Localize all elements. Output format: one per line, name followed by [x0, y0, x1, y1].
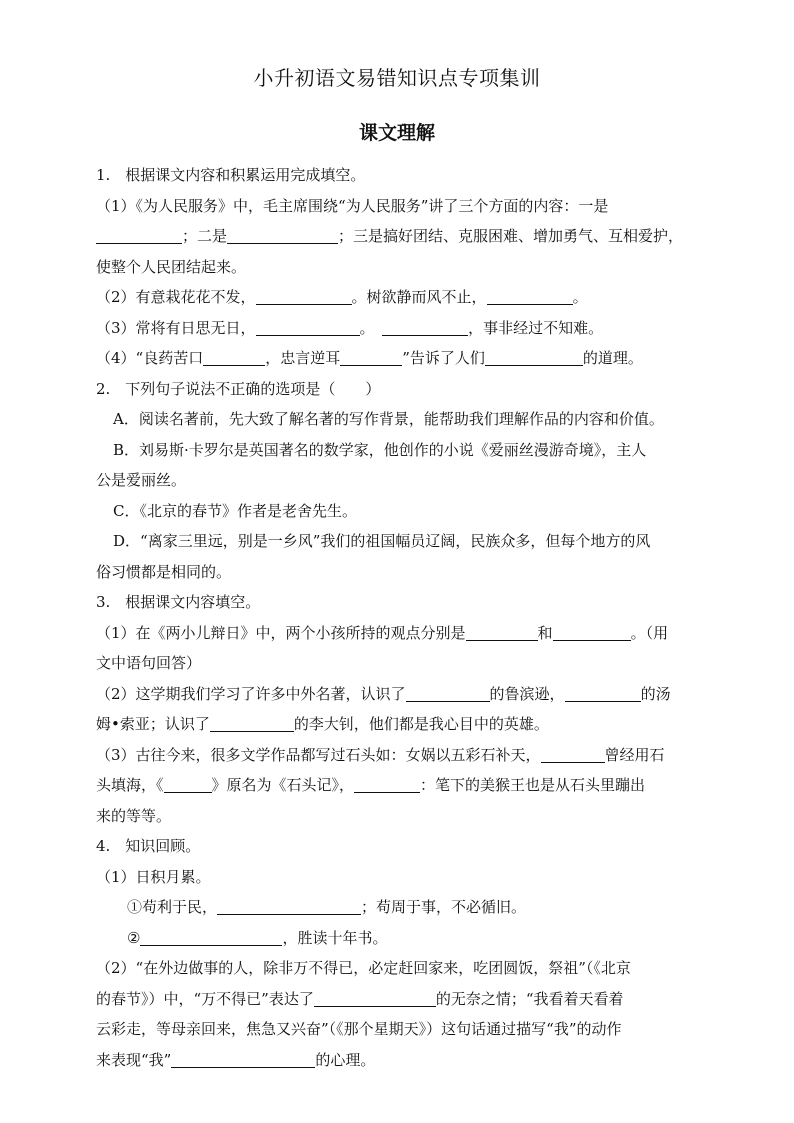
q3-item-3-line-1 — [96, 740, 702, 771]
text: ：笔下的美猴王也是从石头里蹦出 — [420, 776, 646, 794]
q1-item-4 — [96, 343, 702, 374]
text: ”告诉了人们 — [402, 349, 485, 367]
text: 和 — [537, 623, 553, 642]
q1-item-1-line-3 — [96, 252, 702, 283]
q4-item-2-line-4 — [96, 1045, 702, 1076]
text: 曾经用石 — [604, 745, 665, 764]
text: 文中语句回答） — [96, 654, 202, 672]
blank[interactable] — [256, 318, 360, 336]
q4-item-1-sub-2 — [96, 923, 702, 954]
blank[interactable] — [340, 348, 402, 366]
question-1-stem: 1. 根据课文内容和积累运用完成填空。 — [96, 166, 366, 184]
text: 的道理。 — [582, 349, 643, 367]
blank[interactable] — [354, 775, 420, 793]
q1-item-3 — [96, 313, 702, 344]
q4-item-2-line-3 — [96, 1014, 702, 1045]
option-b-line-2: 公是爱丽丝。 — [96, 471, 187, 489]
text: ，胜读十年书。 — [282, 928, 388, 947]
text: （4）“良药苦口 — [96, 349, 204, 367]
text: ，事非经过不知难。 — [468, 318, 604, 337]
blank[interactable] — [210, 714, 294, 732]
question-2-stem: 2. 下列句子说法不正确的选项是（ ） — [96, 379, 381, 398]
blank[interactable] — [565, 684, 641, 702]
text: （2）“在外边做事的人，除非万不得已，必定赶回家来，吃团圆饭，祭祖”（《北京 — [96, 959, 631, 977]
blank[interactable] — [256, 287, 352, 305]
text: 的鲁滨逊， — [489, 684, 565, 703]
text: （3）古往今来，很多文学作品都写过石头如：女娲以五彩石补天， — [96, 745, 541, 764]
question-list — [96, 160, 702, 1075]
blank[interactable] — [171, 1050, 315, 1068]
text: 的心理。 — [315, 1050, 376, 1069]
q3-item-3-line-3 — [96, 801, 702, 832]
blank[interactable] — [487, 287, 573, 305]
text: 云彩走，等母亲回来，焦急又兴奋”（《那个星期天》）这句话通过描写“我”的动作 — [96, 1020, 622, 1038]
blank[interactable] — [96, 226, 182, 244]
q1-item-2 — [96, 282, 702, 313]
text: 的李大钊，他们都是我心目中的英雄。 — [293, 715, 549, 733]
text: 的春节》）中，“万不得已”表达了 — [96, 989, 314, 1008]
text: 的无奈之情；“我看着天看着 — [435, 989, 624, 1008]
text: （2）有意栽花花不发， — [96, 288, 256, 306]
blank[interactable] — [541, 745, 605, 763]
option-b-line-1[interactable]: B．刘易斯·卡罗尔是英国著名的数学家，他创作的小说《爱丽丝漫游奇境》，主人 — [113, 440, 647, 459]
text: 。 — [359, 318, 383, 337]
blank[interactable] — [164, 775, 212, 793]
blank[interactable] — [314, 989, 436, 1007]
text: ；苟周于事，不必循旧。 — [361, 898, 527, 916]
blank[interactable] — [485, 348, 583, 366]
option-d-line-1[interactable]: D．“离家三里远，别是一乡风”我们的祖国幅员辽阔，民族众多，但每个地方的风 — [113, 532, 651, 550]
blank[interactable] — [382, 318, 468, 336]
text: （1）在《两小儿辩日》中，两个小孩所持的观点分别是 — [96, 623, 466, 642]
text: ② — [127, 928, 141, 947]
blank[interactable] — [406, 684, 490, 702]
text: （1）《为人民服务》中，毛主席围绕“为人民服务”讲了三个方面的内容：一是 — [96, 196, 609, 215]
text: 使整个人民团结起来。 — [96, 257, 247, 276]
text: ；三是搞好团结、克服困难、增加勇气、互相爱护， — [338, 227, 684, 245]
q4-item-1-sub-1 — [96, 892, 702, 923]
q4-item-2-line-2 — [96, 984, 702, 1015]
text: （2）这学期我们学习了许多中外名著，认识了 — [96, 684, 406, 703]
text: （3）常将有日思无日， — [96, 318, 256, 337]
q3-item-2-line-2 — [96, 709, 702, 740]
blank[interactable] — [140, 928, 282, 946]
option-d-line-2: 俗习惯都是相同的。 — [96, 562, 232, 581]
option-c[interactable]: C．《北京的春节》作者是老舍先生。 — [113, 501, 357, 520]
q1-item-1-line-1 — [96, 191, 702, 222]
page-title: 小升初语文易错知识点专项集训 — [253, 66, 541, 90]
blank[interactable] — [203, 348, 265, 366]
question-4-stem: 4. 知识回顾。 — [96, 837, 201, 855]
text: 来表现“我” — [96, 1050, 172, 1069]
text: 。 — [572, 288, 588, 306]
q3-item-1-line-2 — [96, 648, 702, 679]
text: ①苟利于民， — [127, 898, 218, 916]
text: 。（用 — [630, 623, 669, 642]
q4-item-1: （1）日积月累。 — [96, 867, 211, 886]
question-3-stem: 3. 根据课文内容填空。 — [96, 593, 261, 611]
q4-item-2-line-1 — [96, 953, 702, 984]
q3-item-3-line-2 — [96, 770, 702, 801]
option-a[interactable]: A．阅读名著前，先大致了解名著的写作背景，能帮助我们理解作品的内容和价值。 — [113, 410, 664, 428]
blank[interactable] — [227, 226, 338, 244]
q3-item-2-line-1 — [96, 679, 702, 710]
text: ；二是 — [182, 227, 228, 245]
text: 姆•索亚；认识了 — [96, 715, 210, 733]
text: 》原名为《石头记》， — [211, 776, 355, 794]
text: 。树欲静而风不止， — [351, 288, 487, 306]
text: 的汤 — [640, 684, 671, 703]
blank[interactable] — [217, 897, 361, 915]
blank[interactable] — [553, 623, 631, 641]
text: 来的等等。 — [96, 806, 172, 825]
blank[interactable] — [466, 623, 538, 641]
section-title: 课文理解 — [358, 122, 435, 144]
q3-item-1-line-1 — [96, 618, 702, 649]
q1-item-1-line-2 — [96, 221, 702, 252]
text: ，忠言逆耳 — [265, 349, 341, 367]
text: 头填海，《 — [96, 776, 164, 794]
